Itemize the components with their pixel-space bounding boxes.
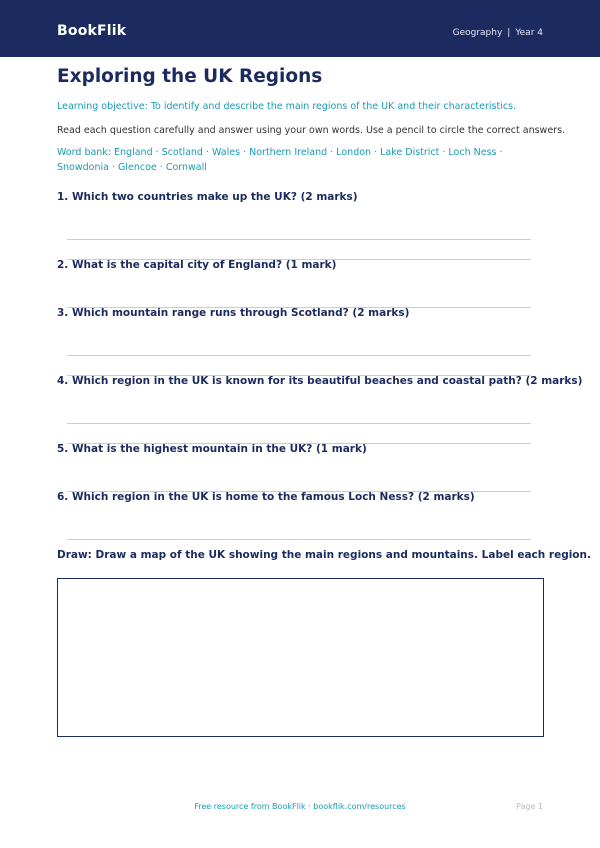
subject-label: Geography <box>452 28 503 38</box>
worksheet-title: Exploring the UK Regions <box>57 66 323 87</box>
question-4: 4. Which region in the UK is known for its beautiful beaches and coastal path? (2 marks) <box>57 375 583 387</box>
question-1: 1. Which two countries make up the UK? (2 marks) <box>57 191 358 203</box>
word-bank: Word bank: England · Scotland · Wales · Northern Ireland · London · Lake District · Loch Ness · Snowdonia · Glencoe · Cornwall <box>57 147 503 173</box>
drawing-area[interactable] <box>57 578 544 737</box>
instructions: Read each question carefully and answer using your own words. Use a pencil to circle the correct answers. <box>57 125 566 136</box>
page-number: Page 1 <box>516 802 543 811</box>
separator: | <box>507 28 511 38</box>
answer-line[interactable] <box>67 539 531 540</box>
draw-task: Draw: Draw a map of the UK showing the main regions and mountains. Label each region. <box>57 549 591 561</box>
answer-line[interactable] <box>67 239 531 240</box>
question-6: 6. Which region in the UK is home to the famous Loch Ness? (2 marks) <box>57 491 475 503</box>
subject-year-label <box>453 28 543 38</box>
answer-line[interactable] <box>67 423 531 424</box>
page-header <box>0 0 600 57</box>
answer-line[interactable] <box>67 355 531 356</box>
learning-objective: Learning objective: To identify and describe the main regions of the UK and their characteristics. <box>57 101 517 112</box>
footer-credit: Free resource from BookFlik · bookflik.com/resources <box>194 802 406 811</box>
brand-logo: BookFlik <box>57 23 127 39</box>
question-5: 5. What is the highest mountain in the UK? (1 mark) <box>57 443 367 455</box>
question-2: 2. What is the capital city of England? (1 mark) <box>57 259 337 271</box>
year-label: Year 4 <box>515 28 543 38</box>
question-3: 3. Which mountain range runs through Scotland? (2 marks) <box>57 307 410 319</box>
